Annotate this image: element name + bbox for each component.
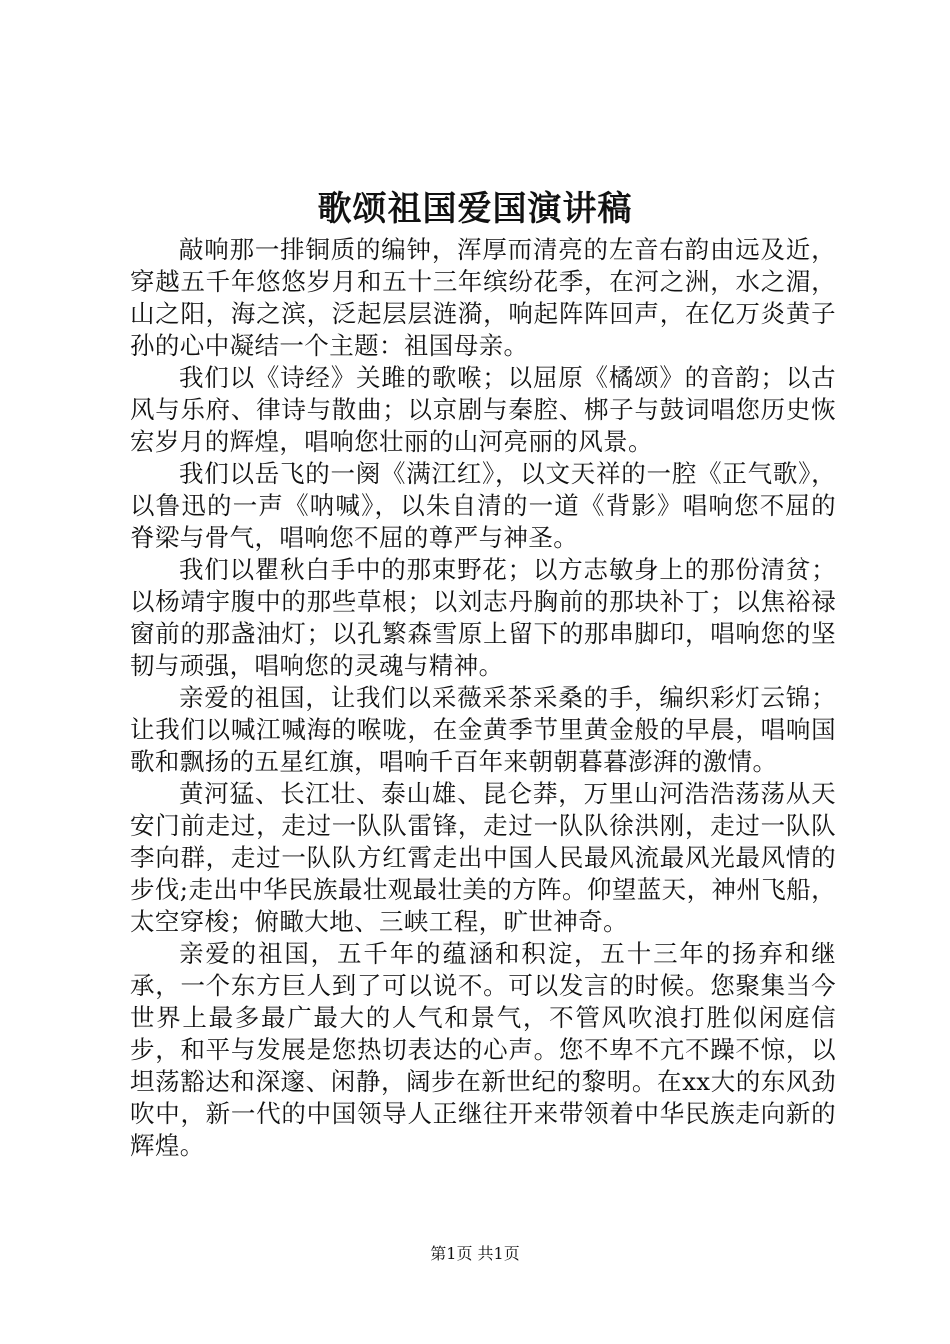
paragraph-5: 亲爱的祖国，让我们以采薇采茶采桑的手，编织彩灯云锦；让我们以喊江喊海的喉咙，在金黄季节里黄金般的早晨，唱响国歌和飘扬的五星红旗，唱响千百年来朝朝暮暮澎湃的激情。 [130,683,836,776]
paragraph-7: 亲爱的祖国，五千年的蕴涵和积淀，五十三年的扬弃和继承，一个东方巨人到了可以说不。可以发言的时候。您聚集当今世界上最多最广最大的人气和景气，不管风吹浪打胜似闲庭信步，和平与发展是您热切表达的心声。您不卑不亢不躁不惊，以坦荡豁达和深邃、闲静，阔步在新世纪的黎明。在xx大的东风劲吹中，新一代的中国领导人正继往开来带领着中华民族走向新的辉煌。 [130,939,836,1160]
paragraph-3: 我们以岳飞的一阕《满江红》，以文天祥的一腔《正气歌》，以鲁迅的一声《呐喊》，以朱自清的一道《背影》唱响您不屈的脊梁与骨气，唱响您不屈的尊严与神圣。 [130,459,836,552]
document-title: 歌颂祖国爱国演讲稿 [317,189,633,229]
paragraph-6: 黄河猛、长江壮、泰山雄、昆仑莽，万里山河浩浩荡荡从天安门前走过，走过一队队雷锋，走过一队队徐洪刚，走过一队队李向群，走过一队队方红霄走出中国人民最风流最风光最风情的步伐;走出中华民族最壮观最壮美的方阵。仰望蓝天，神州飞船，太空穿梭；俯瞰大地、三峡工程，旷世神奇。 [130,779,836,936]
document-body [130,234,836,1162]
paragraph-4: 我们以瞿秋白手中的那束野花；以方志敏身上的那份清贫；以杨靖宇腹中的那些草根；以刘志丹胸前的那块补丁；以焦裕禄窗前的那盏油灯；以孔繁森雪原上留下的那串脚印，唱响您的坚韧与顽强，唱响您的灵魂与精神。 [130,555,836,680]
paragraph-2: 我们以《诗经》关雎的歌喉；以屈原《橘颂》的音韵；以古风与乐府、律诗与散曲；以京剧与秦腔、梆子与鼓词唱您历史恢宏岁月的辉煌，唱响您壮丽的山河亮丽的风景。 [130,363,836,456]
page-number-footer: 第1页 共1页 [430,1244,520,1263]
paragraph-1: 敲响那一排铜质的编钟，浑厚而清亮的左音右韵由远及近，穿越五千年悠悠岁月和五十三年缤纷花季，在河之洲，水之湄，山之阳，海之滨，泛起层层涟漪，响起阵阵回声，在亿万炎黄子孙的心中凝结一个主题：祖国母亲。 [130,235,836,360]
